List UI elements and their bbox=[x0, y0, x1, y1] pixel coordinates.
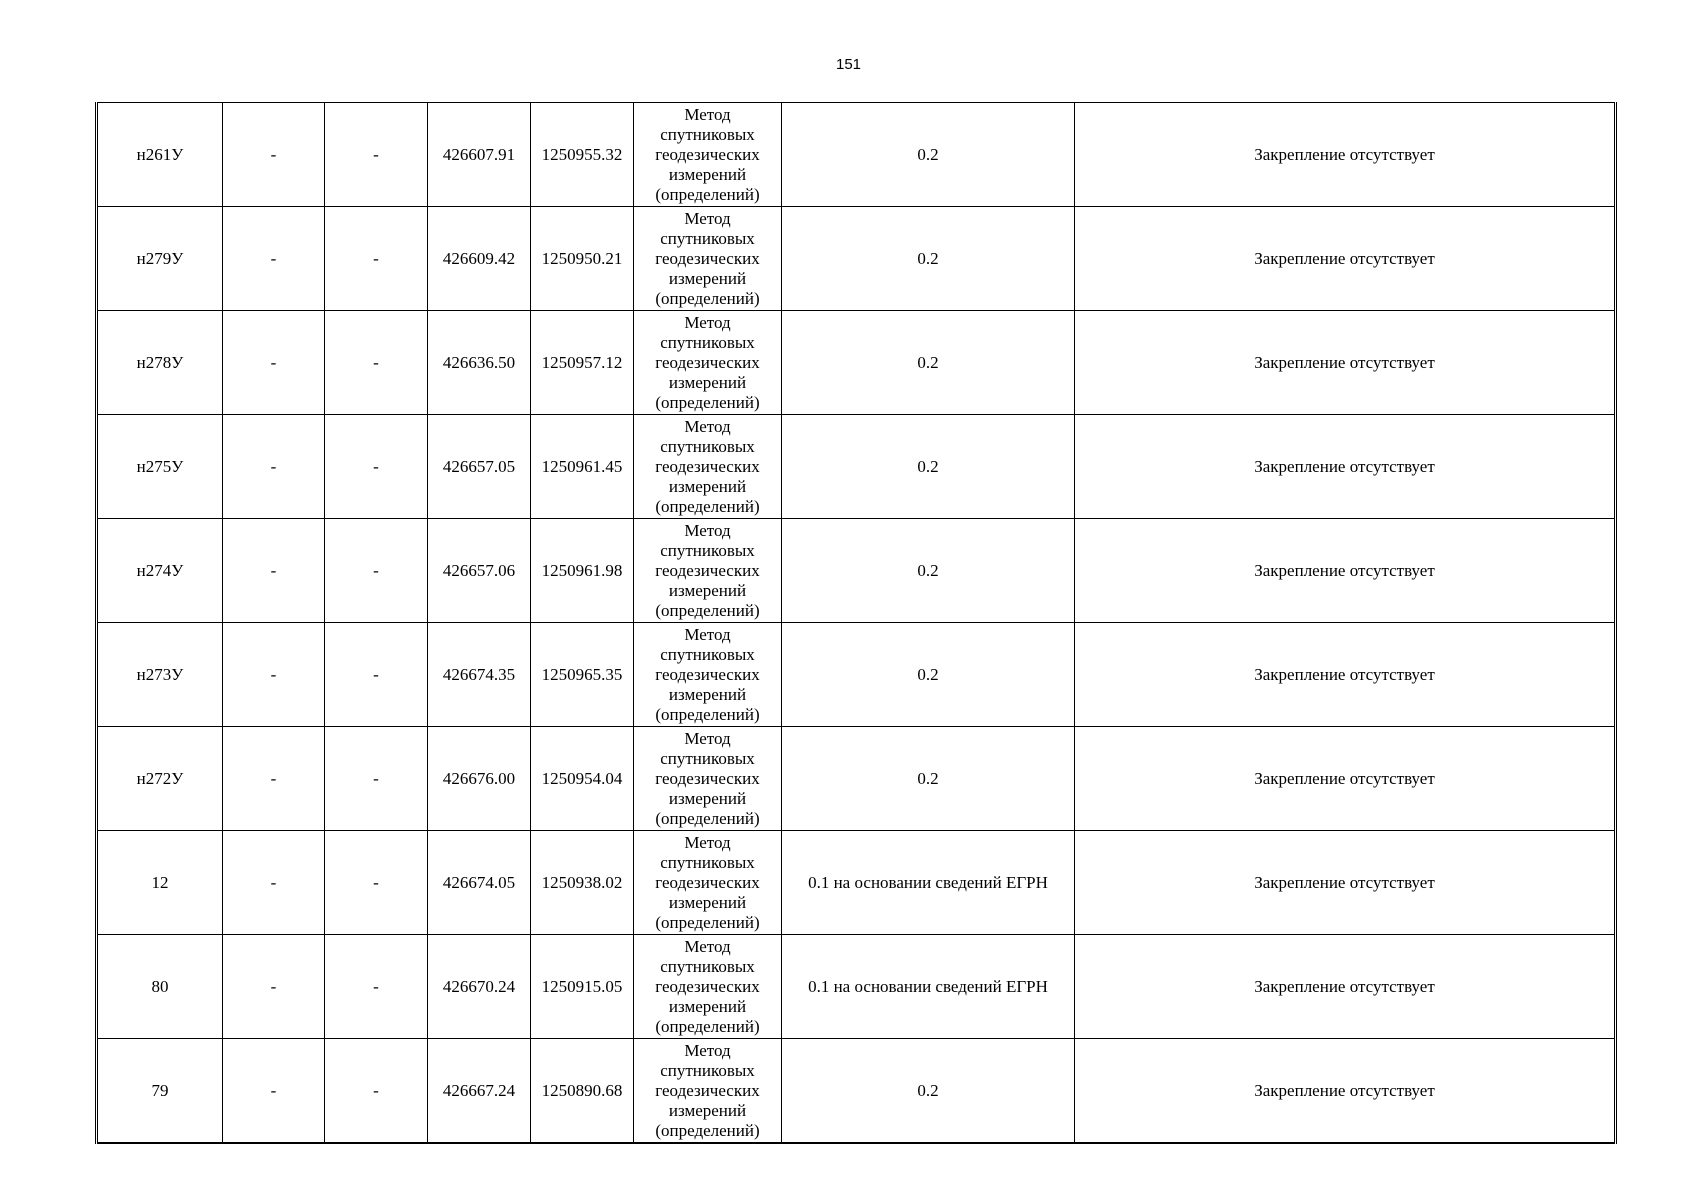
method-line: геодезических bbox=[655, 560, 760, 580]
method-line: геодезических bbox=[655, 664, 760, 684]
dash-cell: - bbox=[223, 1039, 325, 1144]
dash-cell: - bbox=[223, 415, 325, 519]
method-line: Метод bbox=[684, 1040, 731, 1060]
method-line: спутниковых bbox=[660, 956, 755, 976]
method-line: геодезических bbox=[655, 456, 760, 476]
method-line: измерений bbox=[668, 164, 747, 184]
point-name-cell: н273У bbox=[97, 623, 223, 727]
method-line: измерений bbox=[668, 580, 747, 600]
table-row bbox=[97, 1039, 1616, 1144]
method-line: Метод bbox=[684, 624, 731, 644]
accuracy-cell: 0.2 bbox=[782, 103, 1075, 207]
x-coordinate-cell: 426636.50 bbox=[428, 311, 531, 415]
fixation-cell: Закрепление отсутствует bbox=[1075, 1039, 1616, 1144]
dash-cell: - bbox=[223, 207, 325, 311]
method-line: спутниковых bbox=[660, 644, 755, 664]
dash-cell: - bbox=[223, 311, 325, 415]
accuracy-cell: 0.2 bbox=[782, 623, 1075, 727]
x-coordinate-cell: 426609.42 bbox=[428, 207, 531, 311]
table-row bbox=[97, 623, 1616, 727]
method-line: измерений bbox=[668, 268, 747, 288]
method-line: (определений) bbox=[655, 288, 760, 308]
accuracy-cell: 0.1 на основании сведений ЕГРН bbox=[782, 935, 1075, 1039]
table-row bbox=[97, 103, 1616, 207]
method-line: спутниковых bbox=[660, 1060, 755, 1080]
dash-cell: - bbox=[325, 831, 428, 935]
point-name-cell: н272У bbox=[97, 727, 223, 831]
method-line: геодезических bbox=[655, 872, 760, 892]
accuracy-cell: 0.2 bbox=[782, 311, 1075, 415]
y-coordinate-cell: 1250915.05 bbox=[531, 935, 634, 1039]
method-line: (определений) bbox=[655, 1016, 760, 1036]
method-line: Метод bbox=[684, 520, 731, 540]
x-coordinate-cell: 426667.24 bbox=[428, 1039, 531, 1144]
method-cell bbox=[634, 831, 782, 935]
y-coordinate-cell: 1250938.02 bbox=[531, 831, 634, 935]
dash-cell: - bbox=[223, 103, 325, 207]
method-line: измерений bbox=[668, 684, 747, 704]
method-line: (определений) bbox=[655, 808, 760, 828]
method-cell bbox=[634, 1039, 782, 1144]
dash-cell: - bbox=[325, 727, 428, 831]
method-line: измерений bbox=[668, 996, 747, 1016]
dash-cell: - bbox=[325, 519, 428, 623]
accuracy-cell: 0.2 bbox=[782, 415, 1075, 519]
table-row bbox=[97, 207, 1616, 311]
method-cell bbox=[634, 519, 782, 623]
y-coordinate-cell: 1250890.68 bbox=[531, 1039, 634, 1144]
fixation-cell: Закрепление отсутствует bbox=[1075, 831, 1616, 935]
table-body bbox=[97, 103, 1616, 1144]
fixation-cell: Закрепление отсутствует bbox=[1075, 415, 1616, 519]
x-coordinate-cell: 426657.06 bbox=[428, 519, 531, 623]
x-coordinate-cell: 426657.05 bbox=[428, 415, 531, 519]
dash-cell: - bbox=[223, 623, 325, 727]
method-cell bbox=[634, 103, 782, 207]
table-row bbox=[97, 519, 1616, 623]
y-coordinate-cell: 1250961.98 bbox=[531, 519, 634, 623]
method-line: спутниковых bbox=[660, 852, 755, 872]
method-line: геодезических bbox=[655, 144, 760, 164]
method-line: геодезических bbox=[655, 352, 760, 372]
table-row bbox=[97, 831, 1616, 935]
y-coordinate-cell: 1250950.21 bbox=[531, 207, 634, 311]
dash-cell: - bbox=[325, 103, 428, 207]
dash-cell: - bbox=[325, 207, 428, 311]
accuracy-cell: 0.1 на основании сведений ЕГРН bbox=[782, 831, 1075, 935]
dash-cell: - bbox=[325, 623, 428, 727]
method-line: измерений bbox=[668, 372, 747, 392]
y-coordinate-cell: 1250954.04 bbox=[531, 727, 634, 831]
point-name-cell: 12 bbox=[97, 831, 223, 935]
table-row bbox=[97, 415, 1616, 519]
dash-cell: - bbox=[325, 311, 428, 415]
x-coordinate-cell: 426670.24 bbox=[428, 935, 531, 1039]
fixation-cell: Закрепление отсутствует bbox=[1075, 311, 1616, 415]
table-row bbox=[97, 935, 1616, 1039]
point-name-cell: н278У bbox=[97, 311, 223, 415]
fixation-cell: Закрепление отсутствует bbox=[1075, 935, 1616, 1039]
dash-cell: - bbox=[325, 1039, 428, 1144]
method-line: Метод bbox=[684, 728, 731, 748]
x-coordinate-cell: 426607.91 bbox=[428, 103, 531, 207]
method-line: спутниковых bbox=[660, 540, 755, 560]
dash-cell: - bbox=[223, 727, 325, 831]
fixation-cell: Закрепление отсутствует bbox=[1075, 727, 1616, 831]
x-coordinate-cell: 426676.00 bbox=[428, 727, 531, 831]
y-coordinate-cell: 1250961.45 bbox=[531, 415, 634, 519]
method-line: спутниковых bbox=[660, 228, 755, 248]
point-name-cell: н274У bbox=[97, 519, 223, 623]
table-row bbox=[97, 311, 1616, 415]
method-line: (определений) bbox=[655, 704, 760, 724]
dash-cell: - bbox=[223, 831, 325, 935]
method-line: (определений) bbox=[655, 1120, 760, 1140]
y-coordinate-cell: 1250957.12 bbox=[531, 311, 634, 415]
method-line: геодезических bbox=[655, 1080, 760, 1100]
method-line: спутниковых bbox=[660, 332, 755, 352]
dash-cell: - bbox=[325, 415, 428, 519]
accuracy-cell: 0.2 bbox=[782, 207, 1075, 311]
method-line: (определений) bbox=[655, 600, 760, 620]
dash-cell: - bbox=[325, 935, 428, 1039]
method-cell bbox=[634, 207, 782, 311]
dash-cell: - bbox=[223, 935, 325, 1039]
method-cell bbox=[634, 623, 782, 727]
method-cell bbox=[634, 935, 782, 1039]
accuracy-cell: 0.2 bbox=[782, 519, 1075, 623]
method-line: Метод bbox=[684, 832, 731, 852]
point-name-cell: 79 bbox=[97, 1039, 223, 1144]
method-line: Метод bbox=[684, 208, 731, 228]
y-coordinate-cell: 1250965.35 bbox=[531, 623, 634, 727]
dash-cell: - bbox=[223, 519, 325, 623]
accuracy-cell: 0.2 bbox=[782, 1039, 1075, 1144]
method-cell bbox=[634, 727, 782, 831]
method-line: спутниковых bbox=[660, 436, 755, 456]
method-line: (определений) bbox=[655, 496, 760, 516]
x-coordinate-cell: 426674.35 bbox=[428, 623, 531, 727]
method-line: Метод bbox=[684, 104, 731, 124]
point-name-cell: 80 bbox=[97, 935, 223, 1039]
x-coordinate-cell: 426674.05 bbox=[428, 831, 531, 935]
method-line: измерений bbox=[668, 476, 747, 496]
method-line: спутниковых bbox=[660, 124, 755, 144]
point-name-cell: н279У bbox=[97, 207, 223, 311]
coordinates-table bbox=[95, 102, 1617, 1144]
table-row bbox=[97, 727, 1616, 831]
method-line: измерений bbox=[668, 788, 747, 808]
method-line: (определений) bbox=[655, 392, 760, 412]
point-name-cell: н275У bbox=[97, 415, 223, 519]
fixation-cell: Закрепление отсутствует bbox=[1075, 207, 1616, 311]
fixation-cell: Закрепление отсутствует bbox=[1075, 103, 1616, 207]
method-line: (определений) bbox=[655, 184, 760, 204]
method-line: спутниковых bbox=[660, 748, 755, 768]
accuracy-cell: 0.2 bbox=[782, 727, 1075, 831]
method-line: Метод bbox=[684, 416, 731, 436]
method-line: геодезических bbox=[655, 976, 760, 996]
point-name-cell: н261У bbox=[97, 103, 223, 207]
y-coordinate-cell: 1250955.32 bbox=[531, 103, 634, 207]
method-line: измерений bbox=[668, 892, 747, 912]
method-line: измерений bbox=[668, 1100, 747, 1120]
method-cell bbox=[634, 311, 782, 415]
method-cell bbox=[634, 415, 782, 519]
method-line: Метод bbox=[684, 312, 731, 332]
fixation-cell: Закрепление отсутствует bbox=[1075, 519, 1616, 623]
method-line: геодезических bbox=[655, 768, 760, 788]
fixation-cell: Закрепление отсутствует bbox=[1075, 623, 1616, 727]
page-number: 151 bbox=[835, 56, 862, 73]
method-line: геодезических bbox=[655, 248, 760, 268]
method-line: Метод bbox=[684, 936, 731, 956]
method-line: (определений) bbox=[655, 912, 760, 932]
